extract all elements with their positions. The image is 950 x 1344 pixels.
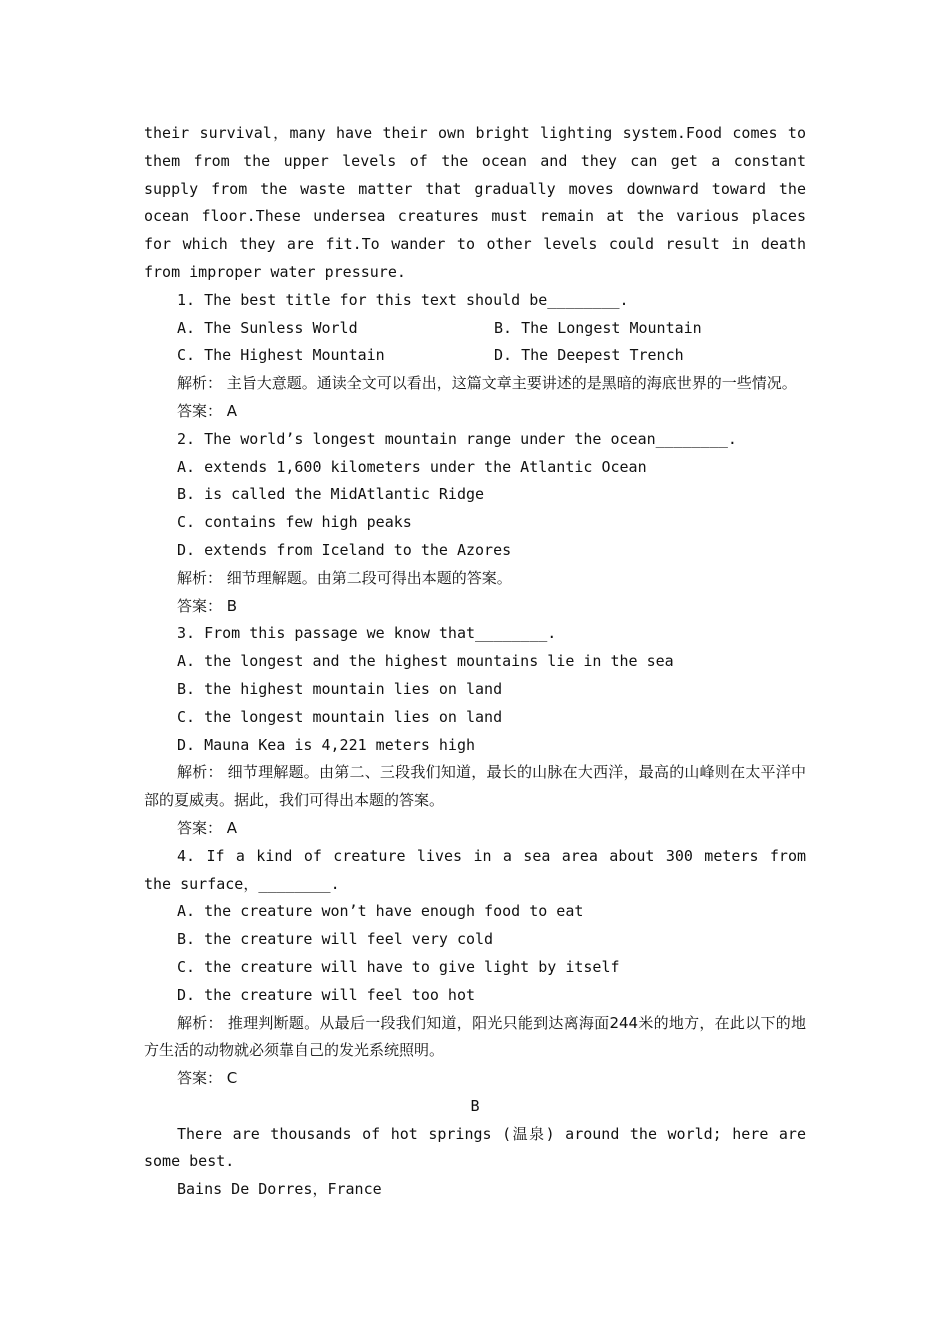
passage-end-paragraph: their survival，many have their own bright lighting system.Food comes to them from the upper levels of the ocean and they can get a constant supply from the waste matter that gradually moves downward toward the ocean floor.These undersea creatures must remain at the various places for which they are fit.To wander to other levels could result in death from improper water pressure. bbox=[144, 124, 806, 281]
question-1-answer: 答案： A bbox=[177, 401, 238, 420]
question-1-option-d: D. The Deepest Trench bbox=[494, 346, 684, 365]
question-2-option-c: C. contains few high peaks bbox=[177, 513, 412, 532]
question-3-option-c: C. the longest mountain lies on land bbox=[177, 707, 503, 726]
question-3-answer: 答案： A bbox=[177, 818, 238, 837]
question-2-stem: 2. The world’s longest mountain range under the ocean________. bbox=[177, 429, 737, 448]
document-page bbox=[144, 120, 806, 1204]
question-1-option-a: A. The Sunless World bbox=[177, 318, 358, 337]
question-4-stem: 4. If a kind of creature lives in a sea area about 300 meters from the surface，________. bbox=[144, 846, 806, 893]
section-b-heading: B bbox=[470, 1096, 480, 1115]
question-3-stem: 3. From this passage we know that________. bbox=[177, 624, 557, 643]
question-1-options-row-2 bbox=[144, 342, 806, 370]
question-3-option-d: D. Mauna Kea is 4,221 meters high bbox=[177, 735, 476, 754]
question-2-option-d: D. extends from Iceland to the Azores bbox=[177, 540, 512, 559]
question-1-stem: 1. The best title for this text should be________. bbox=[177, 290, 629, 309]
question-1-options-row-1 bbox=[144, 315, 806, 343]
question-2-analysis: 解析： 细节理解题。由第二段可得出本题的答案。 bbox=[177, 568, 512, 587]
question-2-answer: 答案： B bbox=[177, 596, 238, 615]
question-3-option-a: A. the longest and the highest mountains lie in the sea bbox=[177, 652, 674, 671]
section-b-intro: There are thousands of hot springs (温泉) around the world; here are some best. bbox=[144, 1124, 806, 1171]
question-4-answer: 答案： C bbox=[177, 1069, 238, 1088]
question-2-option-b: B. is called the MidAtlantic Ridge bbox=[177, 485, 485, 504]
question-3-option-b: B. the highest mountain lies on land bbox=[177, 679, 503, 698]
question-2-option-a: A. extends 1,600 kilometers under the Atlantic Ocean bbox=[177, 457, 647, 476]
question-4-option-b: B. the creature will feel very cold bbox=[177, 930, 494, 949]
section-b-first-item-title: Bains De Dorres，France bbox=[177, 1180, 382, 1199]
question-1-analysis: 解析： 主旨大意题。通读全文可以看出，这篇文章主要讲述的是黑暗的海底世界的一些情况。 bbox=[177, 374, 797, 393]
question-4-option-a: A. the creature won’t have enough food to eat bbox=[177, 902, 584, 921]
question-3-analysis: 解析： 细节理解题。由第二、三段我们知道，最长的山脉在大西洋，最高的山峰则在太平洋中部的夏威夷。据此，我们可得出本题的答案。 bbox=[144, 763, 806, 810]
question-4-option-c: C. the creature will have to give light by itself bbox=[177, 957, 620, 976]
question-1-option-c: C. The Highest Mountain bbox=[177, 346, 385, 365]
question-4-analysis: 解析： 推理判断题。从最后一段我们知道，阳光只能到达离海面244米的地方，在此以下的地方生活的动物就必须靠自己的发光系统照明。 bbox=[144, 1013, 806, 1060]
question-1-option-b: B. The Longest Mountain bbox=[494, 318, 702, 337]
question-4-option-d: D. the creature will feel too hot bbox=[177, 985, 476, 1004]
